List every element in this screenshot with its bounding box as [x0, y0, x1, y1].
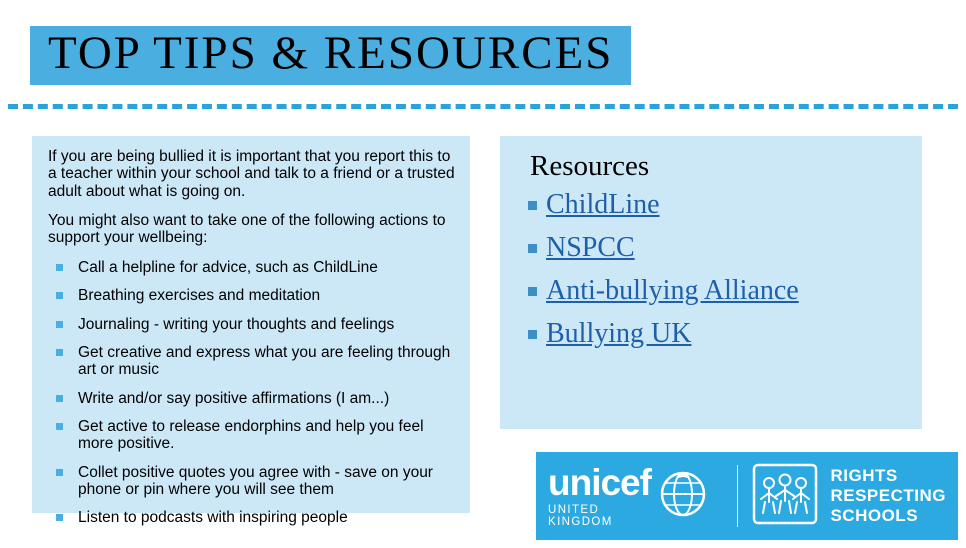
list-item-label: Breathing exercises and meditation — [78, 287, 321, 305]
rrs-line-2: RESPECTING — [830, 485, 946, 505]
list-item — [48, 259, 456, 276]
list-item — [48, 316, 456, 333]
unicef-name: unicef — [548, 462, 651, 503]
square-bullet-icon — [56, 292, 63, 299]
unicef-rights-respecting-schools-logo — [536, 452, 958, 540]
advice-panel — [32, 136, 470, 527]
list-item-label: Listen to podcasts with inspiring people — [78, 509, 348, 527]
globe-icon — [657, 468, 709, 525]
square-bullet-icon — [528, 287, 537, 296]
square-bullet-icon — [56, 321, 63, 328]
resource-link-anti-bullying-alliance[interactable]: Anti-bullying Alliance — [546, 275, 799, 306]
list-item — [48, 287, 456, 304]
advice-paragraph-1: If you are being bullied it is important that you report this to a teacher within your school and talk to a friend or a trusted adult about what is going on. — [48, 148, 455, 200]
list-item-label: Journaling - writing your thoughts and feelings — [78, 315, 395, 333]
rrs-line-3: SCHOOLS — [830, 506, 919, 526]
resources-panel — [500, 136, 922, 429]
resource-link-bullying-uk[interactable]: Bullying UK — [546, 318, 692, 349]
square-bullet-icon — [528, 330, 537, 339]
unicef-wordmark — [548, 464, 651, 528]
list-item — [516, 189, 906, 221]
unicef-region: UNITED KINGDOM — [548, 504, 613, 528]
resource-link-nspcc[interactable]: NSPCC — [546, 232, 635, 263]
unicef-logo — [548, 464, 723, 528]
square-bullet-icon — [56, 469, 63, 476]
list-item — [48, 390, 456, 407]
square-bullet-icon — [528, 201, 537, 210]
list-item-label: Get active to release endorphins and help you feel more positive. — [78, 417, 424, 453]
rrs-line-1: RIGHTS — [830, 465, 898, 485]
list-item — [516, 318, 906, 350]
list-item — [516, 232, 906, 264]
square-bullet-icon — [56, 264, 63, 271]
dashed-divider — [8, 104, 958, 109]
list-item — [48, 344, 456, 379]
advice-paragraph-2: You might also want to take one of the following actions to support your wellbeing: — [48, 212, 446, 247]
rrs-wordmark — [830, 466, 946, 526]
square-bullet-icon — [56, 395, 63, 402]
advice-bullet-list — [48, 259, 456, 527]
list-item-label: Call a helpline for advice, such as ChildLine — [78, 258, 378, 276]
resources-heading: Resources — [530, 150, 650, 182]
slide-title-band — [30, 26, 631, 85]
page-title: TOP TIPS & RESOURCES — [48, 27, 614, 79]
rights-respecting-schools-logo — [752, 463, 946, 530]
resources-link-list — [516, 189, 906, 350]
list-item — [48, 464, 456, 499]
square-bullet-icon — [56, 514, 63, 521]
list-item — [48, 418, 456, 453]
logo-divider — [737, 465, 739, 527]
square-bullet-icon — [56, 349, 63, 356]
list-item — [516, 275, 906, 307]
list-item — [48, 509, 456, 526]
list-item-label: Collet positive quotes you agree with - save on your phone or pin where you will see them — [78, 463, 433, 499]
square-bullet-icon — [56, 423, 63, 430]
square-bullet-icon — [528, 244, 537, 253]
children-figures-icon — [752, 463, 818, 530]
list-item-label: Write and/or say positive affirmations (I am...) — [78, 389, 390, 407]
resource-link-childline[interactable]: ChildLine — [546, 189, 660, 220]
list-item-label: Get creative and express what you are feeling through art or music — [78, 343, 451, 379]
